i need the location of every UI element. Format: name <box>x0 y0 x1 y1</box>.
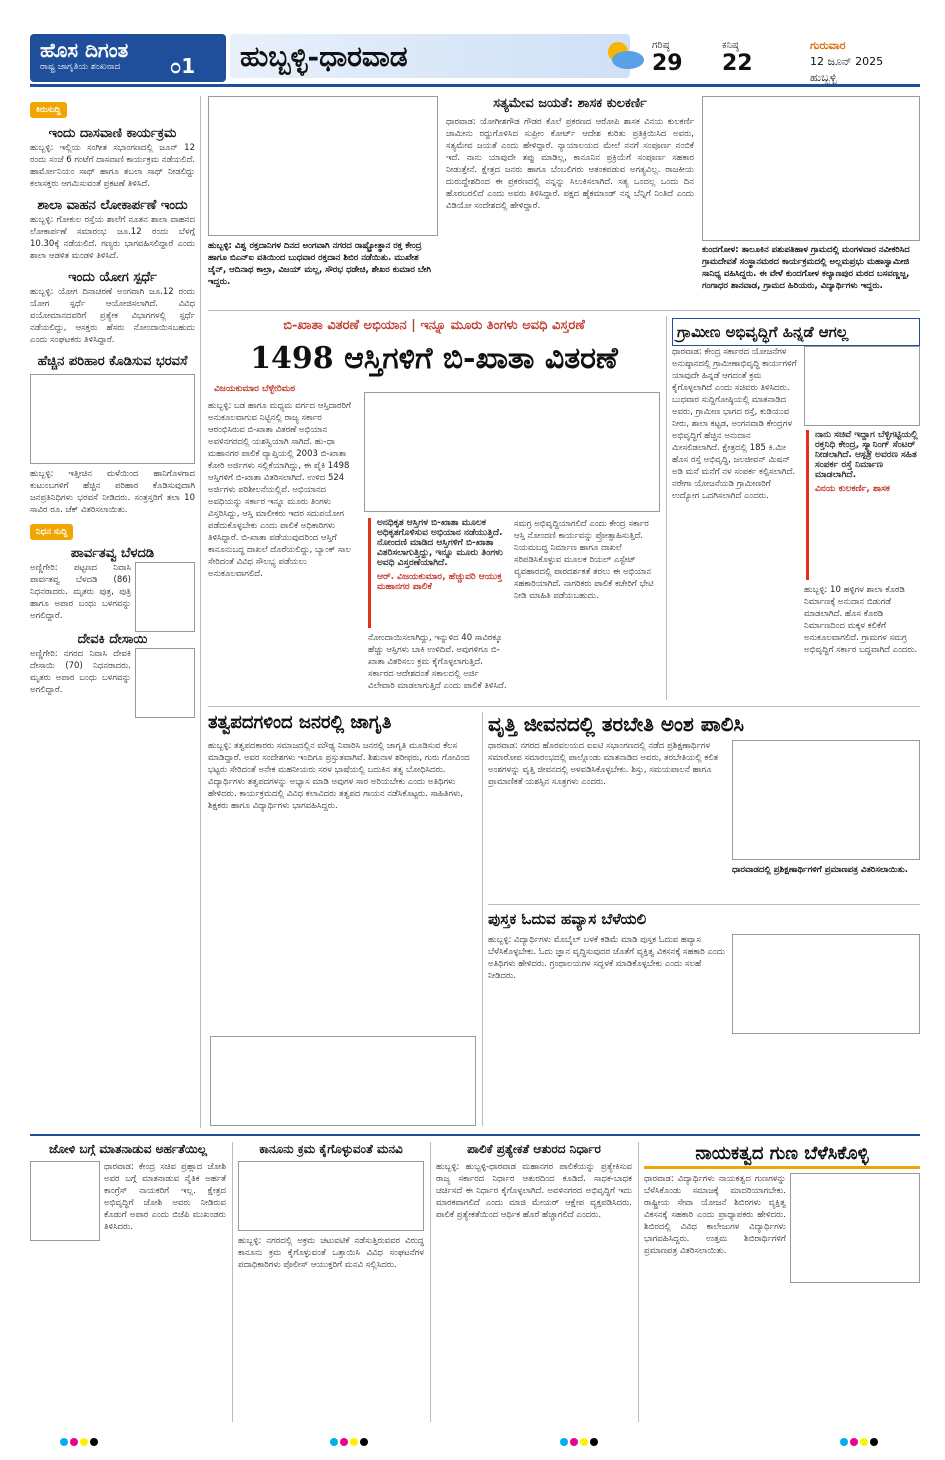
kiru-body-4: ಹುಬ್ಬಳ್ಳಿ: ಇತ್ತೀಚಿನ ಮಳೆಯಿಂದ ಹಾನಿಗೊಳಗಾದ ಕುಟುಂಬಗಳಿಗೆ ಹೆಚ್ಚಿನ ಪರಿಹಾರ ಕೊಡಿಸುವುದಾಗಿ ಜನಪ್ರತಿನಿಧಿಗಳು ಭರವಸೆ ನೀಡಿದರು. ಸಂತ್ರಸ್ತರಿಗೆ ತಲಾ 10 ಸಾವಿರ ರೂ. ಚೆಕ್ ವಿತರಿಸಲಾಯಿತು. <box>30 469 195 515</box>
brand-tagline: ರಾಷ್ಟ್ರ ಜಾಗೃತಿಯ ಶಂಖನಾದ <box>40 62 121 72</box>
print-marks <box>60 1438 104 1446</box>
divider <box>666 316 667 700</box>
kiru-title-3: ಇಂದು ಯೋಗ ಸ್ಪರ್ಧೆ <box>68 270 157 285</box>
satyameva-title: ಸತ್ಯಮೇವ ಜಯತೆ: ಶಾಸಕ ಕುಲಕರ್ಣಿ <box>493 96 647 111</box>
bkhata-headline: 1498 ಆಸ್ತಿಗಳಿಗೆ ಬಿ-ಖಾತಾ ವಿತರಣೆ <box>250 341 618 376</box>
vritti-title: ವೃತ್ತಿ ಜೀವನದಲ್ಲಿ ತರಬೇತಿ ಅಂಶ ಪಾಲಿಸಿ <box>488 712 745 736</box>
b1-article <box>30 1142 226 1422</box>
vritti-photo <box>732 740 920 860</box>
nidhana-title-2: ದೇವಕಿ ದೇಸಾಯಿ <box>77 632 148 647</box>
b3-article <box>436 1142 632 1422</box>
divider <box>232 1142 233 1422</box>
kiru-title-4: ಹೆಚ್ಚಿನ ಪರಿಹಾರ ಕೊಡಿಸುವ ಭರವಸೆ <box>37 354 188 369</box>
masthead-rule <box>30 84 920 87</box>
nidhana-body-1: ಅಣ್ಣಿಗೇರಿ: ಪಟ್ಟಣದ ನಿವಾಸಿ ಪಾರ್ವತವ್ವ ಬೆಳದಡಿ (86) ನಿಧನರಾದರು. ಮೃತರು ಪುತ್ರ, ಪುತ್ರಿ ಹಾಗೂ ಅಪಾರ ಬಂಧು ಬಳಗವನ್ನು ಅಗಲಿದ್ದಾರೆ. <box>30 563 131 621</box>
divider <box>488 904 920 905</box>
kiru-title-1: ಇಂದು ದಾಸವಾಣಿ ಕಾರ್ಯಕ್ರಮ <box>48 126 177 141</box>
b3-title: ಪಾಲಿಕೆ ಪ್ರತ್ಯೇಕತೆ ಆತುರದ ನಿರ್ಧಾರ <box>467 1142 601 1156</box>
masthead-brand <box>30 34 226 82</box>
divider <box>208 310 920 311</box>
gramina-body: ಧಾರವಾಡ: ಕೇಂದ್ರ ಸರ್ಕಾರದ ಯೋಜನೆಗಳ ಅನುಷ್ಠಾನದಲ್ಲಿ ಗ್ರಾಮೀಣಾಭಿವೃದ್ಧಿ ಕಾರ್ಯಗಳಿಗೆ ಯಾವುದೇ ಹಿನ್ನಡೆ ಆಗದಂತೆ ಕ್ರಮ ಕೈಗೊಳ್ಳಲಾಗಿದೆ ಎಂದು ಸಚಿವರು ತಿಳಿಸಿದರು. ಬುಧವಾರ ಸುದ್ದಿಗೋಷ್ಠಿಯಲ್ಲಿ ಮಾತನಾಡಿದ ಅವರು, ಗ್ರಾಮೀಣ ಭಾಗದ ರಸ್ತೆ, ಕುಡಿಯುವ ನೀರು, ಶಾಲಾ ಕಟ್ಟಡ, ಅಂಗನವಾಡಿ ಕೇಂದ್ರಗಳ ಅಭಿವೃದ್ಧಿಗೆ ಹೆಚ್ಚಿನ ಅನುದಾನ ಮೀಸಲಿಡಲಾಗಿದೆ. ಕ್ಷೇತ್ರದಲ್ಲಿ 185 ಕಿ.ಮೀ ಹೊಸ ರಸ್ತೆ ಅಭಿವೃದ್ಧಿ, ಜಲಜೀವನ್ ಮಿಷನ್ ಅಡಿ ಮನೆ ಮನೆಗೆ ನಳ ಸಂಪರ್ಕ ಕಲ್ಪಿಸಲಾಗಿದೆ. ನರೇಗಾ ಯೋಜನೆಯಡಿ ಗ್ರಾಮೀಣರಿಗೆ ಉದ್ಯೋಗ ಒದಗಿಸಲಾಗಿದೆ ಎಂದರು. <box>672 347 797 501</box>
gramina-quote: ನಾನು ಸಚಿವೆ ಇದ್ದಾಗ ಬೆಳ್ಳಿಗಟ್ಟಿಯಲ್ಲಿ ರಕ್ತನಿಧಿ ಕೇಂದ್ರ, ಸ್ಕ್ಯಾನಿಂಗ್ ಸೆಂಟರ್ ನೀಡಲಾಗಿದೆ. ಆಸ್ಪತ್ರೆ ಅವರಣ ಸಹಿತ ಸಂಪರ್ಕ ರಸ್ತೆ ನಿರ್ಮಾಣ ಮಾಡಲಾಗಿದೆ. ವಿನಯ ಕುಲಕರ್ಣಿ, ಶಾಸಕ <box>806 430 920 580</box>
vritti-caption: ಧಾರವಾಡದಲ್ಲಿ ಪ್ರಶಿಕ್ಷಣಾರ್ಥಿಗಳಿಗೆ ಪ್ರಮಾಣಪತ್ರ ವಿತರಿಸಲಾಯಿತು. <box>732 865 908 875</box>
divider <box>30 1134 920 1136</box>
max-temp: ಗರಿಷ್ಠ 29 <box>652 40 683 76</box>
b2-title: ಕಾನೂನು ಕ್ರಮ ಕೈಗೊಳ್ಳುವಂತೆ ಮನವಿ <box>259 1142 403 1156</box>
kiru-column <box>30 96 195 1126</box>
kiru-body-2: ಹುಬ್ಬಳ್ಳಿ: ಗೋಕುಲ ರಸ್ತೆಯ ಶಾಲೆಗೆ ನೂತನ ಶಾಲಾ ವಾಹನದ ಲೋಕಾರ್ಪಣೆ ಸಮಾರಂಭ ಜೂ.12 ರಂದು ಬೆಳಗ್ಗೆ 10.30ಕ್ಕೆ ನಡೆಯಲಿದೆ. ಗಣ್ಯರು ಭಾಗವಹಿಸಲಿದ್ದಾರೆ ಎಂದು ಶಾಲಾ ಆಡಳಿತ ಮಂಡಳಿ ತಿಳಿಸಿದೆ. <box>30 215 195 261</box>
pustaka-body: ಹುಬ್ಬಳ್ಳಿ: ವಿದ್ಯಾರ್ಥಿಗಳು ಮೊಬೈಲ್ ಬಳಕೆ ಕಡಿಮೆ ಮಾಡಿ ಪುಸ್ತಕ ಓದುವ ಹವ್ಯಾಸ ಬೆಳೆಸಿಕೊಳ್ಳಬೇಕು. ಓದು ಜ್ಞಾನ ವೃದ್ಧಿಸುವುದರ ಜೊತೆಗೆ ವ್ಯಕ್ತಿತ್ವ ವಿಕಸನಕ್ಕೆ ಸಹಕಾರಿ ಎಂದು ಅತಿಥಿಗಳು ಹೇಳಿದರು. ಗ್ರಂಥಾಲಯಗಳ ಸದ್ಬಳಕೆ ಮಾಡಿಕೊಳ್ಳಬೇಕು ಎಂದು ಸಲಹೆ ನೀಡಿದರು. <box>488 935 725 981</box>
print-marks <box>840 1438 884 1446</box>
bkhata-byline: ವಿಜಯಕುಮಾರ ಬೆಳ್ಳೇರಿಮಠ <box>214 384 296 394</box>
bkhata-col3: ಸಮಗ್ರ ಅಭಿವೃದ್ಧಿಯಾಗಲಿದೆ ಎಂದು ಕೇಂದ್ರ ಸರ್ಕಾರ ಆಸ್ತಿ ನೋಂದಣಿ ಕಾರ್ಯವನ್ನು ಪ್ರೋತ್ಸಾಹಿಸುತ್ತಿದೆ. ನಿಯಮಬದ್ಧ ನಿರ್ಮಾಣ ಹಾಗೂ ದಾಖಲೆ ಸರಿಪಡಿಸಿಕೊಳ್ಳುವ ಮೂಲಕ ರಿಯಲ್ ಎಸ್ಟೇಟ್ ವ್ಯವಹಾರದಲ್ಲಿ ಪಾರದರ್ಶಕತೆ ತರಲು ಈ ಅಭಿಯಾನ ಸಹಕಾರಿಯಾಗಿದೆ. ನಾಗರಿಕರು ಪಾಲಿಕೆ ಕಚೇರಿಗೆ ಭೇಟಿ ನೀಡಿ ಮಾಹಿತಿ ಪಡೆಯಬಹುದು. <box>514 519 654 601</box>
divider <box>208 706 920 707</box>
bkhata-kicker: ಬಿ-ಖಾತಾ ವಿತರಣೆ ಅಭಿಯಾನ | ಇನ್ನೂ ಮೂರು ತಿಂಗಳು ಅವಧಿ ವಿಸ್ತರಣೆ <box>283 318 585 333</box>
b4-title: ನಾಯಕತ್ವದ ಗುಣ ಬೆಳೆಸಿಕೊಳ್ಳಿ <box>644 1142 920 1169</box>
tattva-title: ತತ್ವಪದಗಳಿಂದ ಜನರಲ್ಲಿ ಜಾಗೃತಿ <box>208 712 392 733</box>
city-title: ಹುಬ್ಬಳ್ಳಿ-ಧಾರವಾಡ <box>240 40 408 73</box>
print-marks <box>330 1438 374 1446</box>
nidhana-body-2: ಅಣ್ಣಿಗೇರಿ: ನಗರದ ನಿವಾಸಿ ದೇವಕಿ ದೇಸಾಯಿ (70) ನಿಧನರಾದರು. ಮೃತರು ಅಪಾರ ಬಂಧು ಬಳಗವನ್ನು ಅಗಲಿದ್ದಾರೆ. <box>30 649 131 695</box>
gramina-body2: ಹುಬ್ಬಳ್ಳಿ: 10 ಹಳ್ಳಿಗಳ ಶಾಲಾ ಕೊಠಡಿ ನಿರ್ಮಾಣಕ್ಕೆ ಅನುದಾನ ಬಿಡುಗಡೆ ಮಾಡಲಾಗಿದೆ. ಹೊಸ ಕೊಠಡಿ ನಿರ್ಮಾಣದಿಂದ ಮಕ್ಕಳ ಕಲಿಕೆಗೆ ಅನುಕೂಲವಾಗಲಿದೆ. ಗ್ರಾಮಗಳ ಸಮಗ್ರ ಅಭಿವೃದ್ಧಿಗೆ ಸರ್ಕಾರ ಬದ್ಧವಾಗಿದೆ ಎಂದರು. <box>804 585 918 655</box>
divider <box>430 1142 431 1422</box>
b1-title: ಜೋಳಿ ಬಗ್ಗೆ ಮಾತನಾಡುವ ಅರ್ಹತೆಯಿಲ್ಲ <box>49 1142 207 1156</box>
kiru-photo <box>30 374 195 464</box>
nidhana-label: ನಿಧನ ಸುದ್ದಿ <box>30 524 73 540</box>
pustaka-title: ಪುಸ್ತಕ ಓದುವ ಹವ್ಯಾಸ ಬೆಳೆಯಲಿ <box>488 910 647 928</box>
obit-photo-1 <box>135 562 195 632</box>
bkhata-photo <box>364 392 660 512</box>
pustaka-photo <box>732 934 920 1034</box>
b2-article <box>238 1142 424 1422</box>
kiru-body-1: ಹುಬ್ಬಳ್ಳಿ: ಇಲ್ಲಿಯ ಸಂಗೀತ ಸಭಾಂಗಣದಲ್ಲಿ ಜೂನ್ 12 ರಂದು ಸಂಜೆ 6 ಗಂಟೆಗೆ ದಾಸವಾಣಿ ಕಾರ್ಯಕ್ರಮ ನಡೆಯಲಿದೆ. ಹಾರ್ಮೋನಿಯಂ ಸಾಥ್ ಹಾಗೂ ತಬಲಾ ಸಾಥ್ ನೀಡಲಿದ್ದು ಕಲಾಸಕ್ತರು ಆಗಮಿಸುವಂತೆ ಪ್ರಕಟಣೆ ತಿಳಿಸಿದೆ. <box>30 143 195 189</box>
date-block: ಗುರುವಾರ 12 ಜೂನ್ 2025 ಹುಬ್ಬಳ್ಳಿ <box>810 39 884 84</box>
b1-body: ಧಾರವಾಡ: ಕೇಂದ್ರ ಸಚಿವ ಪ್ರಹ್ಲಾದ ಜೋಶಿ ಅವರ ಬಗ್ಗೆ ಮಾತನಾಡುವ ನೈತಿಕ ಅರ್ಹತೆ ಕಾಂಗ್ರೆಸ್ ನಾಯಕರಿಗೆ ಇಲ್ಲ. ಕ್ಷೇತ್ರದ ಅಭಿವೃದ್ಧಿಗೆ ಜೋಶಿ ಅವರು ನೀಡಿರುವ ಕೊಡುಗೆ ಅಪಾರ ಎಂದು ಬಿಜೆಪಿ ಮುಖಂಡರು ತಿಳಿಸಿದರು. <box>104 1162 226 1232</box>
divider <box>200 96 201 1128</box>
b3-body: ಹುಬ್ಬಳ್ಳಿ: ಹುಬ್ಬಳ್ಳಿ-ಧಾರವಾಡ ಮಹಾನಗರ ಪಾಲಿಕೆಯನ್ನು ಪ್ರತ್ಯೇಕಿಸುವ ರಾಜ್ಯ ಸರ್ಕಾರದ ನಿರ್ಧಾರ ಆತುರದಿಂದ ಕೂಡಿದೆ. ಸಾಧಕ-ಬಾಧಕ ಚರ್ಚಿಸದೆ ಈ ನಿರ್ಧಾರ ಕೈಗೊಳ್ಳಲಾಗಿದೆ. ಅವಳಿನಗರದ ಅಭಿವೃದ್ಧಿಗೆ ಇದು ಮಾರಕವಾಗಲಿದೆ ಎಂದು ಮಾಜಿ ಮೇಯರ್ ಆಕ್ಷೇಪ ವ್ಯಕ್ತಪಡಿಸಿದರು. ಪಾಲಿಕೆ ಪ್ರತ್ಯೇಕತೆಯಿಂದ ಆರ್ಥಿಕ ಹೊರೆ ಹೆಚ್ಚಾಗಲಿದೆ ಎಂದರು. <box>436 1162 632 1220</box>
b1-photo <box>30 1161 100 1241</box>
blood-donation-photo <box>208 96 438 236</box>
nidhana-title-1: ಪಾರ್ವತವ್ವ ಬೆಳದಡಿ <box>70 546 155 561</box>
tattva-photo <box>210 1036 476 1126</box>
b4-body: ಧಾರವಾಡ: ವಿದ್ಯಾರ್ಥಿಗಳು ನಾಯಕತ್ವದ ಗುಣಗಳನ್ನು ಬೆಳೆಸಿಕೊಂಡು ಸಮಾಜಕ್ಕೆ ಮಾದರಿಯಾಗಬೇಕು. ರಾಷ್ಟ್ರೀಯ ಸೇವಾ ಯೋಜನೆ ಶಿಬಿರಗಳು ವ್ಯಕ್ತಿತ್ವ ವಿಕಸನಕ್ಕೆ ಸಹಕಾರಿ ಎಂದು ಪ್ರಾಧ್ಯಾಪಕರು ಹೇಳಿದರು. ಶಿಬಿರದಲ್ಲಿ ವಿವಿಧ ಕಾಲೇಜುಗಳ ವಿದ್ಯಾರ್ಥಿಗಳು ಭಾಗವಹಿಸಿದ್ದರು. ಉತ್ತಮ ಶಿಬಿರಾರ್ಥಿಗಳಿಗೆ ಪ್ರಮಾಣಪತ್ರ ವಿತರಿಸಲಾಯಿತು. <box>644 1174 786 1256</box>
divider <box>638 1142 639 1422</box>
brand-logo: ಹೊಸ ದಿಗಂತ <box>40 38 129 62</box>
kiru-title-2: ಶಾಲಾ ವಾಹನ ಲೋಕಾರ್ಪಣೆ ಇಂದು <box>37 198 188 213</box>
print-marks <box>560 1438 604 1446</box>
blood-donation-caption: ಹುಬ್ಬಳ್ಳಿ: ವಿಶ್ವ ರಕ್ತದಾನಿಗಳ ದಿನದ ಅಂಗವಾಗಿ ನಗರದ ರಾಷ್ಟ್ರೋತ್ಥಾನ ರಕ್ತ ಕೇಂದ್ರ ಹಾಗೂ ಬಿಎನ್‌ಐ ವತಿಯಿಂದ ಬುಧವಾರ ರಕ್ತದಾನ ಶಿಬಿರ ನಡೆಯಿತು. ಮುಖೇಶ ಜೈನ್, ಆದಿನಾಥ ಕಾಲ್ರಾ, ವಿಜಯ್ ಮಲ್ಲ, ಸೌರಭ ಧಡೇಚಿ, ಶೇಖರ ಕುಮಾರ ಬೇಗಿ ಇದ್ದರು. <box>208 241 432 287</box>
bkhata-quote: ಅನಧಿಕೃತ ಆಸ್ತಿಗಳ ಬಿ-ಖಾತಾ ಮೂಲಕ ಅಧಿಕೃತಗೊಳಿಸುವ ಅಭಿಯಾನ ನಡೆಯುತ್ತಿದೆ. ನೋಂದಣಿ ಮಾಡಿದ ಆಸ್ತಿಗಳಿಗೆ ಬಿ-ಖಾತಾ ವಿತರಿಸಲಾಗುತ್ತಿದ್ದು, ಇನ್ನೂ ಮೂರು ತಿಂಗಳು ಅವಧಿ ವಿಸ್ತರಣೆಯಾಗಿದೆ. ಆರ್. ವಿಜಯಕುಮಾರ, ಹೆಚ್ಚುವರಿ ಆಯುಕ್ತ ಮಹಾನಗರ ಪಾಲಿಕೆ <box>368 518 508 628</box>
gramina-photo <box>804 346 920 426</box>
kiru-label: ಕಿರುಸುದ್ದಿ <box>30 102 67 118</box>
b4-photo <box>790 1173 920 1283</box>
satyameva-article <box>446 96 694 304</box>
weather-icon <box>600 34 646 74</box>
min-temp: ಕನಿಷ್ಠ 22 <box>722 40 753 76</box>
satyameva-body: ಧಾರವಾಡ: ಯೋಗೀಶಗೌಡ ಗೌಡರ ಕೊಲೆ ಪ್ರಕರಣದ ಆರೋಪಿ ಶಾಸಕ ವಿನಯ ಕುಲಕರ್ಣಿ ಜಾಮೀನು ರದ್ದುಗೊಳಿಸಿದ ಸುಪ್ರೀಂ ಕೋರ್ಟ್ ಆದೇಶ ಕುರಿತು ಪ್ರತಿಕ್ರಿಯಿಸಿದ ಅವರು, ಸತ್ಯಮೇವ ಜಯತೆ ಎಂದು ಹೇಳಿದ್ದಾರೆ. ನ್ಯಾಯಾಲಯದ ಮೇಲೆ ನನಗೆ ಸಂಪೂರ್ಣ ನಂಬಿಕೆ ಇದೆ. ನಾನು ಯಾವುದೇ ತಪ್ಪು ಮಾಡಿಲ್ಲ, ಕಾನೂನಿನ ಪ್ರಕ್ರಿಯೆಗೆ ಸಂಪೂರ್ಣ ಸಹಕಾರ ನೀಡುತ್ತೇನೆ. ಕ್ಷೇತ್ರದ ಜನರು ಹಾಗೂ ಬೆಂಬಲಿಗರು ಆತಂಕಪಡುವ ಅಗತ್ಯವಿಲ್ಲ. ರಾಜಕೀಯ ದುರುದ್ದೇಶದಿಂದ ಈ ಪ್ರಕರಣದಲ್ಲಿ ನನ್ನನ್ನು ಸಿಲುಕಿಸಲಾಗಿದೆ. ಸತ್ಯ ಒಂದಲ್ಲ ಒಂದು ದಿನ ಹೊರಬರಲಿದೆ ಎಂದು ಅವರು ತಿಳಿಸಿದ್ದಾರೆ. ಪಕ್ಷದ ಹೈಕಮಾಂಡ್ ನನ್ನ ಬೆನ್ನಿಗೆ ನಿಂತಿದೆ ಎಂದು ವಿಡಿಯೋ ಸಂದೇಶದಲ್ಲಿ ಹೇಳಿದ್ದಾರೆ. <box>446 117 694 211</box>
b2-photo <box>238 1161 424 1231</box>
b4-article <box>644 1142 920 1422</box>
kundagol-caption: ಕುಂದಗೋಳ: ತಾಲೂಕಿನ ಪಶುಪತಿಹಾಳ ಗ್ರಾಮದಲ್ಲಿ ಮಂಗಳವಾರ ನವೀಕರಿಸಿದ ಗ್ರಾಮದೇವತೆ ಸಂಸ್ಥಾನಮಠದ ಕಾರ್ಯಕ್ರಮದಲ್ಲಿ ಅಲ್ಲಮಪ್ರಭು ಮಹಾಸ್ವಾಮೀಜಿ ಸಾನಿಧ್ಯ ವಹಿಸಿದ್ದರು. ಈ ವೇಳೆ ಕುಂದಗೋಳ ಕಲ್ಯಾಣಪುರ ಮಠದ ಬಸವಣ್ಣಜ್ಜ, ಗಂಗಾಧರ ಶಾನವಾಡ, ಗ್ರಾಮದ ಹಿರಿಯರು, ವಿದ್ಯಾರ್ಥಿಗಳು ಇದ್ದರು. <box>702 245 910 291</box>
tattva-body: ಹುಬ್ಬಳ್ಳಿ: ತತ್ವಪದಕಾರರು ಸಮಾಜದಲ್ಲಿನ ಮೌಢ್ಯ ನಿವಾರಿಸಿ ಜನರಲ್ಲಿ ಜಾಗೃತಿ ಮೂಡಿಸುವ ಕೆಲಸ ಮಾಡಿದ್ದಾರೆ. ಅವರ ಸಂದೇಶಗಳು ಇಂದಿಗೂ ಪ್ರಸ್ತುತವಾಗಿವೆ. ಶಿಶುನಾಳ ಶರೀಫರು, ಗುರು ಗೋವಿಂದ ಭಟ್ಟರು ಸೇರಿದಂತೆ ಅನೇಕ ಮಹನೀಯರು ಸರಳ ಭಾಷೆಯಲ್ಲಿ ಬದುಕಿನ ತತ್ವ ಬೋಧಿಸಿದರು. ವಿದ್ಯಾರ್ಥಿಗಳು ತತ್ವಪದಗಳನ್ನು ಅಭ್ಯಾಸ ಮಾಡಿ ಅವುಗಳ ಸಾರ ಅರಿಯಬೇಕು ಎಂದು ಅತಿಥಿಗಳು ಹೇಳಿದರು. ಕಾರ್ಯಕ್ರಮದಲ್ಲಿ ವಿವಿಧ ಕಲಾವಿದರು ತತ್ವಪದ ಗಾಯನ ನಡೆಸಿಕೊಟ್ಟರು. ಸಾಹಿತಿಗಳು, ಶಿಕ್ಷಕರು ಹಾಗೂ ವಿದ್ಯಾರ್ಥಿಗಳು ಭಾಗವಹಿಸಿದ್ದರು. <box>208 741 470 811</box>
gramina-title: ಗ್ರಾಮೀಣ ಅಭಿವೃದ್ಧಿಗೆ ಹಿನ್ನಡೆ ಆಗಲ್ಲ <box>672 318 920 346</box>
bkhata-col1: ಹುಬ್ಬಳ್ಳಿ: ಬಡ ಹಾಗೂ ಮಧ್ಯಮ ವರ್ಗದ ಆಸ್ತಿದಾರರಿಗೆ ಅನುಕೂಲವಾಗುವ ನಿಟ್ಟಿನಲ್ಲಿ ರಾಜ್ಯ ಸರ್ಕಾರ ಆರಂಭಿಸಿರುವ ಬಿ-ಖಾತಾ ವಿತರಣೆ ಅಭಿಯಾನ ಅವಳಿನಗರದಲ್ಲಿ ಯಶಸ್ವಿಯಾಗಿ ಸಾಗಿದೆ. ಹು-ಧಾ ಮಹಾನಗರ ಪಾಲಿಕೆ ವ್ಯಾಪ್ತಿಯಲ್ಲಿ 2003 ಬಿ-ಖಾತಾ ಕೋರಿ ಅರ್ಜಿಗಳು ಸಲ್ಲಿಕೆಯಾಗಿದ್ದು, ಈ ಪೈಕಿ 1498 ಆಸ್ತಿಗಳಿಗೆ ಬಿ-ಖಾತಾ ವಿತರಿಸಲಾಗಿದೆ. ಉಳಿದ 524 ಅರ್ಜಿಗಳು ಪರಿಶೀಲನೆಯಲ್ಲಿವೆ. ಅಭಿಯಾನದ ಅವಧಿಯನ್ನು ಸರ್ಕಾರ ಇನ್ನೂ ಮೂರು ತಿಂಗಳು ವಿಸ್ತರಿಸಿದ್ದು, ಆಸ್ತಿ ಮಾಲೀಕರು ಇದರ ಸದುಪಯೋಗ ಪಡೆದುಕೊಳ್ಳಬೇಕು ಎಂದು ಪಾಲಿಕೆ ಅಧಿಕಾರಿಗಳು ತಿಳಿಸಿದ್ದಾರೆ. ಬಿ-ಖಾತಾ ಪಡೆಯುವುದರಿಂದ ಆಸ್ತಿಗೆ ಕಾನೂನುಬದ್ಧ ದಾಖಲೆ ದೊರೆಯಲಿದ್ದು, ಬ್ಯಾಂಕ್ ಸಾಲ ಸೇರಿದಂತೆ ವಿವಿಧ ಸೌಲಭ್ಯ ಪಡೆಯಲು ಅನುಕೂಲವಾಗಲಿದೆ. <box>208 401 352 579</box>
kundagol-photo <box>702 96 920 241</box>
b2-body: ಹುಬ್ಬಳ್ಳಿ: ನಗರದಲ್ಲಿ ಅಕ್ರಮ ಚಟುವಟಿಕೆ ನಡೆಸುತ್ತಿರುವವರ ವಿರುದ್ಧ ಕಾನೂನು ಕ್ರಮ ಕೈಗೊಳ್ಳುವಂತೆ ಒತ್ತಾಯಿಸಿ ವಿವಿಧ ಸಂಘಟನೆಗಳ ಪದಾಧಿಕಾರಿಗಳು ಪೊಲೀಸ್ ಆಯುಕ್ತರಿಗೆ ಮನವಿ ಸಲ್ಲಿಸಿದರು. <box>238 1236 424 1270</box>
divider <box>482 712 483 1126</box>
bkhata-col2: ನೋಂದಾಯಿಸಲಾಗಿದ್ದು, ಇನ್ನುಳಿದ 40 ಸಾವಿರಕ್ಕೂ ಹೆಚ್ಚು ಆಸ್ತಿಗಳು ಬಾಕಿ ಉಳಿದಿವೆ. ಅವುಗಳಿಗೂ ಬಿ-ಖಾತಾ ವಿತರಿಸಲು ಕ್ರಮ ಕೈಗೊಳ್ಳಲಾಗುತ್ತಿದೆ. ಸರ್ಕಾರದ ಆದೇಶದಂತೆ ಸಕಾಲದಲ್ಲಿ ಅರ್ಜಿ ವಿಲೇವಾರಿ ಮಾಡಲಾಗುತ್ತಿದೆ ಎಂದು ಪಾಲಿಕೆ ತಿಳಿಸಿದೆ. <box>368 633 507 691</box>
page-number: ೦1 <box>170 54 196 78</box>
vritti-body: ಧಾರವಾಡ: ನಗರದ ಹೊರವಲಯದ ಐಐಟಿ ಸಭಾಂಗಣದಲ್ಲಿ ನಡೆದ ಪ್ರಶಿಕ್ಷಣಾರ್ಥಿಗಳ ಸಮಾರೋಪ ಸಮಾರಂಭದಲ್ಲಿ ಪಾಲ್ಗೊಂಡು ಮಾತನಾಡಿದ ಅವರು, ತರಬೇತಿಯಲ್ಲಿ ಕಲಿತ ಅಂಶಗಳನ್ನು ವೃತ್ತಿ ಜೀವನದಲ್ಲಿ ಅಳವಡಿಸಿಕೊಳ್ಳಬೇಕು. ಶಿಸ್ತು, ಸಮಯಪಾಲನೆ ಹಾಗೂ ಪ್ರಾಮಾಣಿಕತೆ ಯಶಸ್ಸಿನ ಸೂತ್ರಗಳು ಎಂದರು. <box>488 741 719 787</box>
obit-photo-2 <box>135 648 195 718</box>
kiru-body-3: ಹುಬ್ಬಳ್ಳಿ: ಯೋಗ ದಿನಾಚರಣೆ ಅಂಗವಾಗಿ ಜೂ.12 ರಂದು ಯೋಗ ಸ್ಪರ್ಧೆ ಆಯೋಜಿಸಲಾಗಿದೆ. ವಿವಿಧ ವಯೋಮಾನದವರಿಗೆ ಪ್ರತ್ಯೇಕ ವಿಭಾಗಗಳಲ್ಲಿ ಸ್ಪರ್ಧೆ ನಡೆಯಲಿದ್ದು, ಆಸಕ್ತರು ಹೆಸರು ನೋಂದಾಯಿಸಬಹುದು ಎಂದು ಸಂಘಟಕರು ತಿಳಿಸಿದ್ದಾರೆ. <box>30 287 195 345</box>
